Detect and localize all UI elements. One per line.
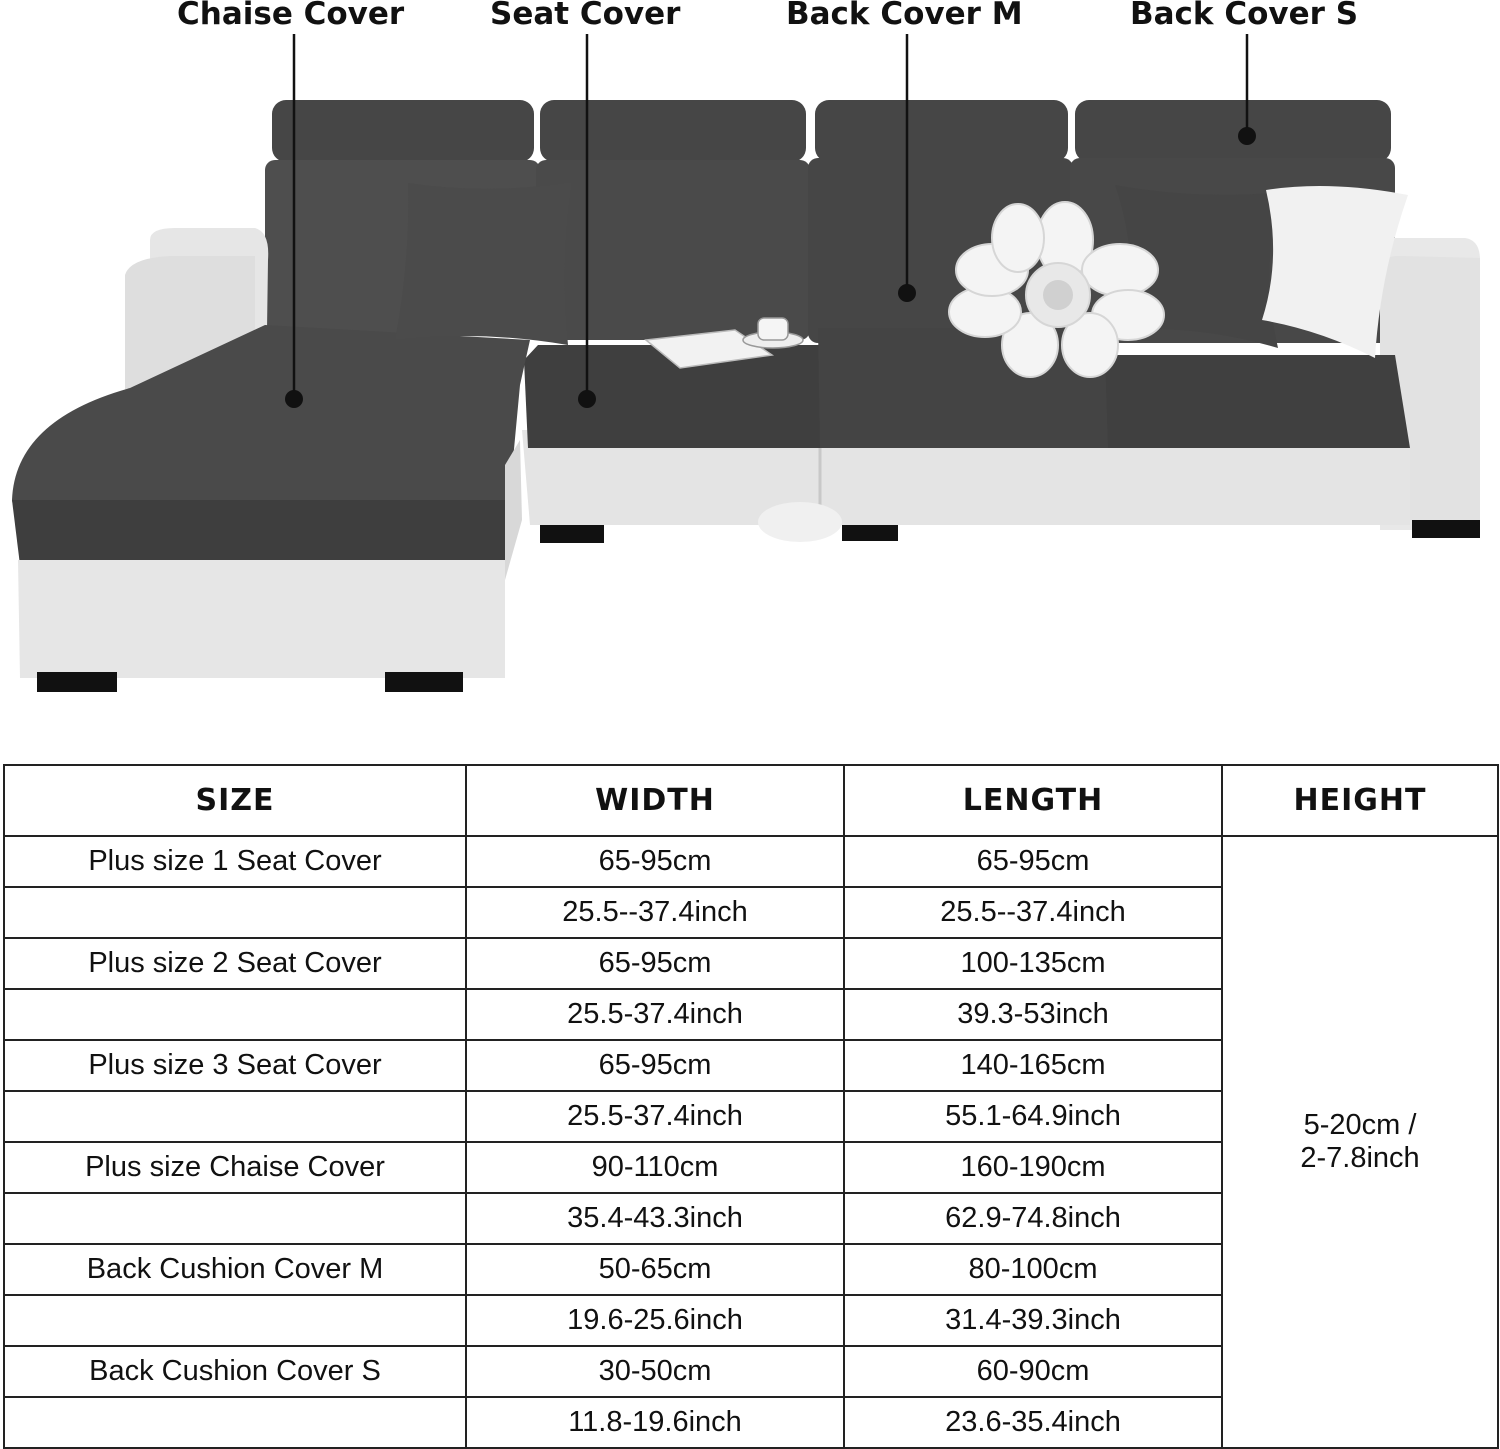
size-cell: Plus size 3 Seat Cover bbox=[4, 1040, 466, 1091]
header-size: SIZE bbox=[4, 765, 466, 836]
width-cell: 65-95cm bbox=[466, 1040, 844, 1091]
width-cell: 65-95cm bbox=[466, 938, 844, 989]
chaise-base bbox=[18, 560, 505, 678]
width-cell: 35.4-43.3inch bbox=[466, 1193, 844, 1244]
size-cell: Back Cushion Cover M bbox=[4, 1244, 466, 1295]
length-cell: 80-100cm bbox=[844, 1244, 1222, 1295]
width-cell: 25.5-37.4inch bbox=[466, 989, 844, 1040]
width-cell: 19.6-25.6inch bbox=[466, 1295, 844, 1346]
headrest bbox=[540, 100, 806, 162]
size-cell bbox=[4, 1193, 466, 1244]
headrest bbox=[272, 100, 534, 162]
length-cell: 23.6-35.4inch bbox=[844, 1397, 1222, 1448]
table-header-row bbox=[4, 765, 1498, 836]
width-cell: 65-95cm bbox=[466, 836, 844, 887]
size-cell bbox=[4, 1295, 466, 1346]
table-row bbox=[4, 836, 1498, 887]
header-length: LENGTH bbox=[844, 765, 1222, 836]
sofa-leg bbox=[540, 525, 604, 543]
length-cell: 140-165cm bbox=[844, 1040, 1222, 1091]
callout-seat-cover: Seat Cover bbox=[490, 0, 681, 32]
headrest bbox=[815, 100, 1068, 162]
callout-chaise-cover: Chaise Cover bbox=[177, 0, 405, 32]
height-value-cm: 5-20cm / bbox=[1303, 1109, 1417, 1141]
size-cell: Plus size 1 Seat Cover bbox=[4, 836, 466, 887]
size-chart-table bbox=[3, 764, 1499, 1449]
width-cell: 25.5-37.4inch bbox=[466, 1091, 844, 1142]
callout-back-cover-m: Back Cover M bbox=[786, 0, 1023, 32]
size-cell bbox=[4, 989, 466, 1040]
width-cell: 11.8-19.6inch bbox=[466, 1397, 844, 1448]
length-cell: 60-90cm bbox=[844, 1346, 1222, 1397]
length-cell: 62.9-74.8inch bbox=[844, 1193, 1222, 1244]
headrest bbox=[1075, 100, 1391, 162]
size-cell: Plus size 2 Seat Cover bbox=[4, 938, 466, 989]
callout-dot bbox=[285, 390, 303, 408]
width-cell: 50-65cm bbox=[466, 1244, 844, 1295]
width-cell: 90-110cm bbox=[466, 1142, 844, 1193]
callout-dot bbox=[898, 284, 916, 302]
sofa-leg bbox=[842, 525, 898, 541]
length-cell: 25.5--37.4inch bbox=[844, 887, 1222, 938]
sofa-leg bbox=[37, 672, 117, 692]
size-cell: Back Cushion Cover S bbox=[4, 1346, 466, 1397]
width-cell: 25.5--37.4inch bbox=[466, 887, 844, 938]
size-cell bbox=[4, 887, 466, 938]
length-cell: 31.4-39.3inch bbox=[844, 1295, 1222, 1346]
header-width: WIDTH bbox=[466, 765, 844, 836]
size-cell: Plus size Chaise Cover bbox=[4, 1142, 466, 1193]
length-cell: 100-135cm bbox=[844, 938, 1222, 989]
header-height: HEIGHT bbox=[1222, 765, 1498, 836]
height-value-inch: 2-7.8inch bbox=[1300, 1142, 1420, 1174]
length-cell: 39.3-53inch bbox=[844, 989, 1222, 1040]
callout-dot bbox=[1238, 127, 1256, 145]
height-cell bbox=[1222, 836, 1498, 1448]
size-cell bbox=[4, 1091, 466, 1142]
length-cell: 55.1-64.9inch bbox=[844, 1091, 1222, 1142]
width-cell: 30-50cm bbox=[466, 1346, 844, 1397]
length-cell: 160-190cm bbox=[844, 1142, 1222, 1193]
seat-cushion bbox=[1105, 355, 1410, 448]
toy bbox=[758, 502, 842, 542]
length-cell: 65-95cm bbox=[844, 836, 1222, 887]
size-cell bbox=[4, 1397, 466, 1448]
callout-dot bbox=[578, 390, 596, 408]
pillow-dark-left bbox=[395, 182, 572, 345]
callout-back-cover-s: Back Cover S bbox=[1130, 0, 1359, 32]
back-cushion bbox=[536, 160, 810, 340]
sofa-leg bbox=[385, 672, 463, 692]
cup bbox=[758, 318, 788, 340]
sofa-leg bbox=[1412, 520, 1480, 538]
